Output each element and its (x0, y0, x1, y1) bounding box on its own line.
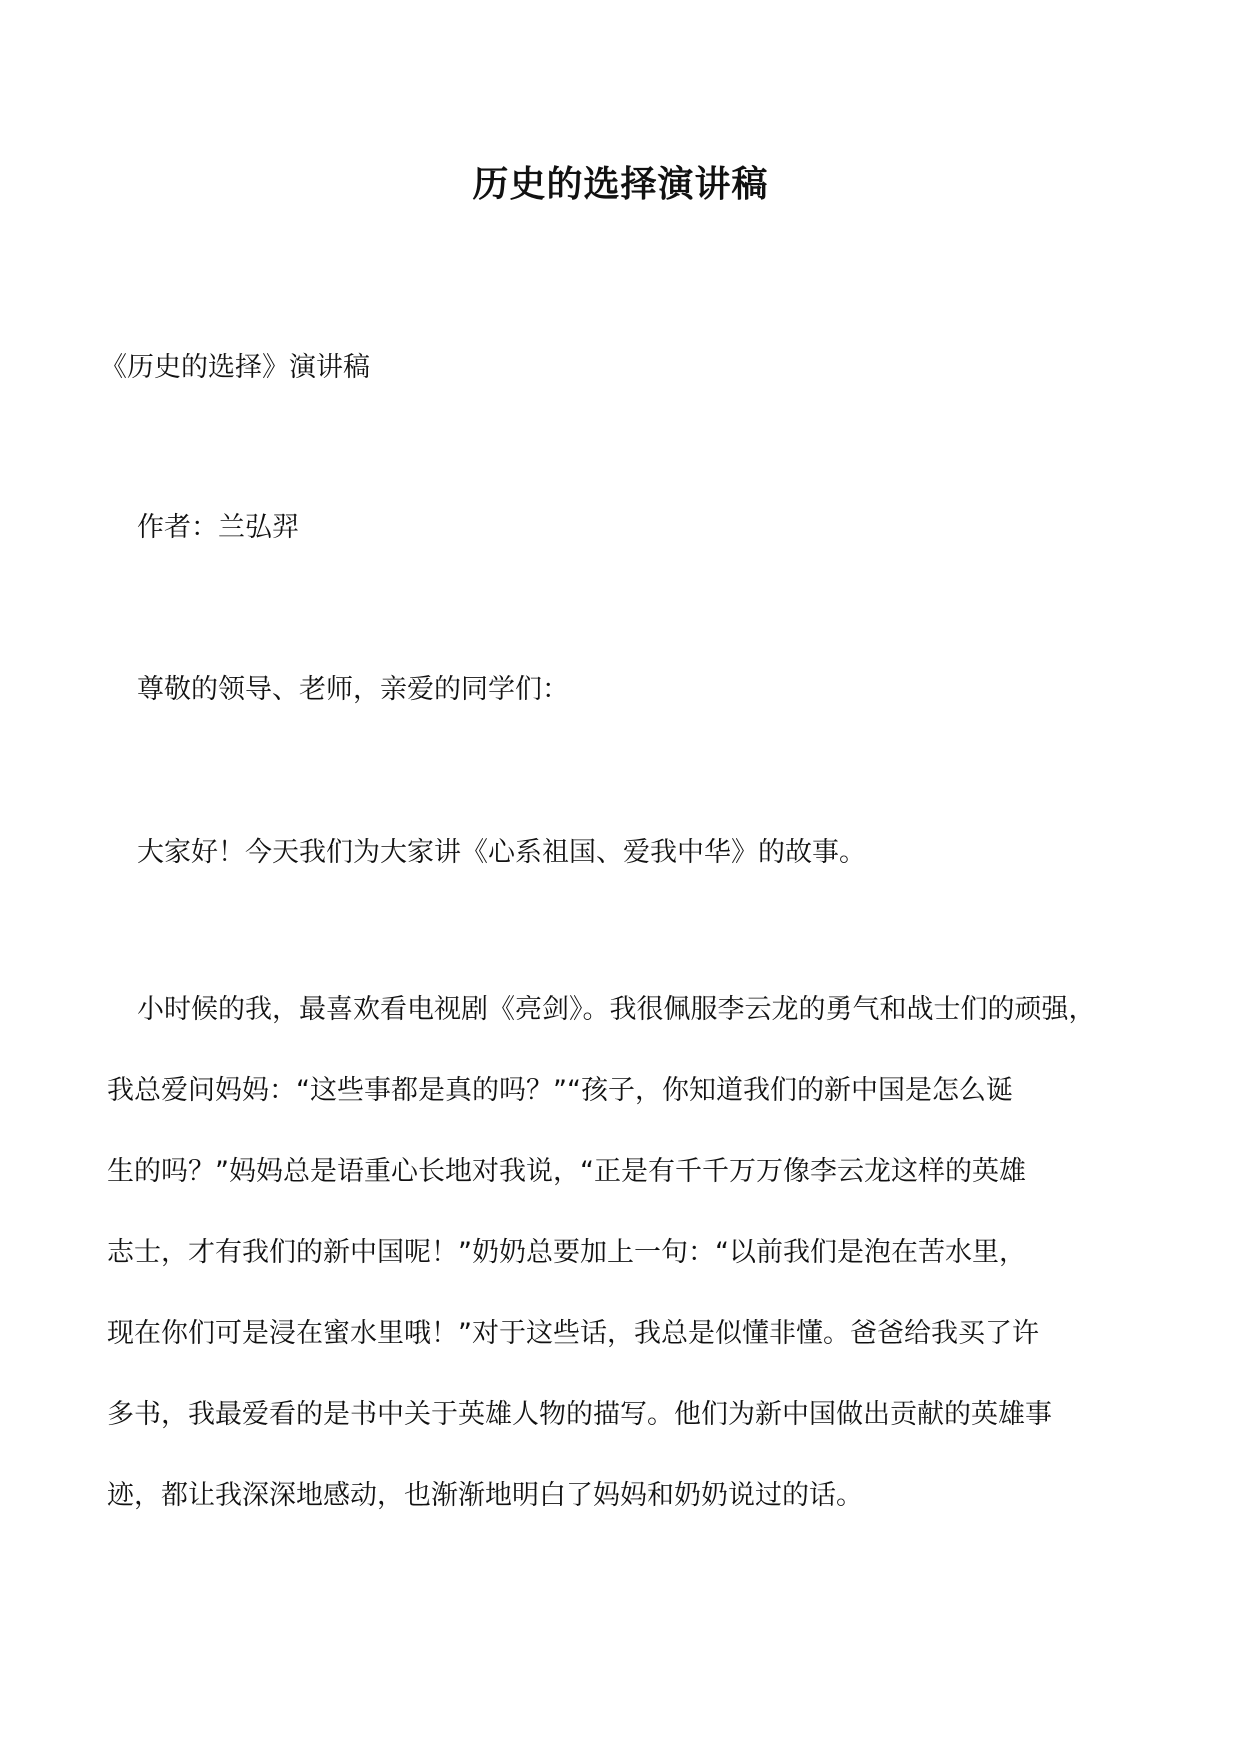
document-title: 历史的选择演讲稿 (472, 163, 769, 205)
body-line: 生的吗？”妈妈总是语重心长地对我说，“正是有千千万万像李云龙这样的英雄 (107, 1156, 1026, 1187)
opening-paragraph: 大家好！今天我们为大家讲《心系祖国、爱我中华》的故事。 (137, 837, 866, 868)
body-line: 多书，我最爱看的是书中关于英雄人物的描写。他们为新中国做出贡献的英雄事 (107, 1399, 1052, 1430)
greeting-paragraph: 尊敬的领导、老师，亲爱的同学们： (137, 674, 569, 705)
body-paragraph (107, 990, 1139, 1557)
body-line: 我总爱问妈妈：“这些事都是真的吗？”“孩子，你知道我们的新中国是怎么诞 (107, 1075, 1013, 1106)
body-line: 志士，才有我们的新中国呢！”奶奶总要加上一句：“以前我们是泡在苦水里， (107, 1237, 1026, 1268)
body-line: 迹，都让我深深地感动，也渐渐地明白了妈妈和奶奶说过的话。 (107, 1480, 863, 1511)
author-line: 作者：兰弘羿 (137, 512, 299, 543)
body-line: 现在你们可是浸在蜜水里哦！”对于这些话，我总是似懂非懂。爸爸给我买了许 (107, 1318, 1039, 1349)
body-line: 小时候的我，最喜欢看电视剧《亮剑》。我很佩服李云龙的勇气和战士们的顽强， (137, 994, 1096, 1025)
document-subtitle: 《历史的选择》演讲稿 (100, 352, 370, 383)
